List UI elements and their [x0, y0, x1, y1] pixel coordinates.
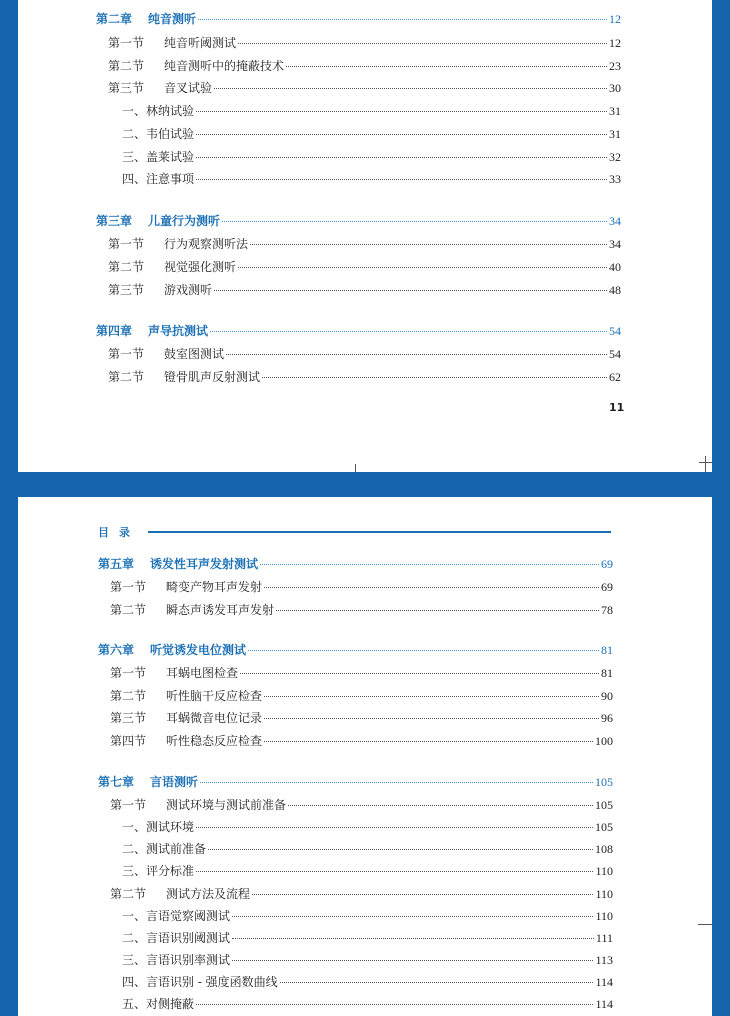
dot-leader [232, 938, 594, 939]
toc-entry-text: 四、注意事项 [122, 172, 195, 186]
dot-leader [200, 782, 593, 783]
toc-entry-title [122, 170, 194, 187]
toc-page-number: 113 [595, 953, 613, 967]
toc-entry-text: 五、对侧掩蔽 [122, 997, 195, 1011]
toc-section-entry [108, 258, 621, 275]
dot-leader [196, 1004, 593, 1005]
dot-leader [250, 244, 607, 245]
toc-page-number: 105 [595, 775, 613, 789]
toc-entry-text: 纯音听阈测试 [164, 36, 237, 50]
toc-page-number: 81 [601, 666, 613, 680]
toc-section-entry [110, 687, 613, 704]
dot-leader [260, 564, 599, 565]
toc-entry-title [110, 885, 250, 902]
dot-leader [262, 377, 607, 378]
toc-page-number: 34 [609, 214, 621, 228]
toc-entry-title [96, 10, 196, 27]
toc-section-entry [108, 235, 621, 252]
toc-entry-title [110, 664, 238, 681]
toc-entry-title [122, 148, 194, 165]
toc-entry-text: 三、盖莱试验 [122, 150, 195, 164]
toc-entry-number: 第二节 [108, 260, 145, 274]
toc-entry-title [108, 258, 236, 275]
toc-entry-title [110, 709, 262, 726]
toc-section-entry [110, 796, 613, 813]
dot-leader [196, 871, 593, 872]
toc-section-entry [110, 601, 613, 618]
toc-page-number: 54 [609, 324, 621, 338]
toc-entry-title [122, 929, 230, 946]
toc-entry-text: 听觉诱发电位测试 [150, 643, 247, 657]
toc-page-lower [18, 497, 712, 1016]
page-number: 11 [609, 401, 625, 414]
toc-entry-title [110, 601, 274, 618]
toc-chapter-entry [96, 322, 621, 339]
toc-entry-number: 第一节 [108, 36, 145, 50]
toc-entry-number: 第一节 [110, 798, 147, 812]
dot-leader [210, 331, 607, 332]
toc-entry-number: 第一节 [110, 580, 147, 594]
toc-entry-number: 第一节 [108, 347, 145, 361]
toc-entry-title [96, 212, 220, 229]
toc-chapter-entry [98, 773, 613, 790]
toc-entry-text: 声导抗测试 [148, 324, 209, 338]
toc-page-number: 31 [609, 127, 621, 141]
toc-entry-text: 听性脑干反应检查 [166, 689, 263, 703]
dot-leader [232, 916, 593, 917]
dot-leader [196, 179, 607, 180]
toc-page-number: 62 [609, 370, 621, 384]
dot-leader [264, 741, 593, 742]
toc-entry-number: 第四章 [96, 324, 133, 338]
toc-entry-title [110, 578, 262, 595]
toc-entry-title [108, 34, 236, 51]
toc-page-number: 114 [595, 975, 613, 989]
toc-entry-title [110, 687, 262, 704]
dot-leader [264, 696, 599, 697]
toc-entry-number: 第四节 [110, 734, 147, 748]
dot-leader [238, 267, 607, 268]
toc-entry-text: 三、言语识别率测试 [122, 953, 231, 967]
toc-entry-number: 第二节 [110, 887, 147, 901]
crop-mark [355, 464, 356, 472]
toc-entry-number: 第二节 [110, 603, 147, 617]
toc-page-number: 105 [595, 798, 613, 812]
dot-leader [196, 157, 607, 158]
dot-leader [288, 805, 593, 806]
dot-leader [198, 19, 607, 20]
toc-section-entry [110, 732, 613, 749]
toc-section-entry [108, 345, 621, 362]
toc-entry-text: 诱发性耳声发射测试 [150, 557, 259, 571]
toc-entry-title [122, 840, 206, 857]
toc-page-upper [18, 0, 712, 472]
toc-entry-text: 纯音测听中的掩蔽技术 [164, 59, 285, 73]
toc-subitem-entry [122, 125, 621, 142]
toc-page-number: 69 [601, 580, 613, 594]
toc-section-entry [108, 34, 621, 51]
toc-entry-title [108, 281, 212, 298]
toc-entry-title [122, 125, 194, 142]
toc-entry-title [98, 773, 198, 790]
toc-entry-text: 四、言语识别 - 强度函数曲线 [122, 975, 278, 989]
toc-entry-text: 视觉强化测听 [164, 260, 237, 274]
toc-entry-number: 第一节 [108, 237, 145, 251]
toc-entry-text: 一、言语觉察阈测试 [122, 909, 231, 923]
toc-entry-text: 鼓室图测试 [164, 347, 225, 361]
toc-entry-title [98, 641, 246, 658]
dot-leader [280, 982, 594, 983]
toc-entry-text: 纯音测听 [148, 12, 197, 26]
dot-leader [240, 673, 599, 674]
dot-leader [196, 134, 607, 135]
toc-entry-number: 第三节 [108, 81, 145, 95]
toc-entry-number: 第五章 [98, 557, 135, 571]
toc-entry-text: 言语测听 [150, 775, 199, 789]
toc-page-number: 69 [601, 557, 613, 571]
toc-page-number: 100 [595, 734, 613, 748]
toc-entry-title [122, 995, 194, 1012]
toc-page-number: 111 [595, 931, 613, 945]
toc-entry-title [122, 951, 230, 968]
dot-leader [214, 290, 607, 291]
toc-section-entry [110, 578, 613, 595]
toc-section-entry [108, 57, 621, 74]
toc-page-number: 23 [609, 59, 621, 73]
toc-entry-title [108, 345, 224, 362]
toc-entry-number: 第三节 [108, 283, 145, 297]
toc-entry-text: 三、评分标准 [122, 864, 195, 878]
toc-entry-text: 儿童行为测听 [148, 214, 221, 228]
toc-page-number: 110 [595, 909, 613, 923]
toc-page-number: 12 [609, 36, 621, 50]
toc-entry-title [122, 862, 194, 879]
dot-leader [208, 849, 593, 850]
toc-entry-title [98, 555, 258, 572]
toc-subitem-entry [122, 973, 613, 990]
toc-entry-text: 测试环境与测试前准备 [166, 798, 287, 812]
dot-leader [264, 718, 599, 719]
toc-entry-title [96, 322, 208, 339]
toc-page-number: 31 [609, 104, 621, 118]
toc-entry-text: 镫骨肌声反射测试 [164, 370, 261, 384]
dot-leader [248, 650, 599, 651]
toc-entry-text: 行为观察测听法 [164, 237, 249, 251]
toc-entry-title [108, 79, 212, 96]
toc-chapter-entry [98, 641, 613, 658]
toc-chapter-entry [96, 10, 621, 27]
toc-entry-number: 第二节 [110, 689, 147, 703]
toc-subitem-entry [122, 929, 613, 946]
dot-leader [222, 221, 607, 222]
toc-entry-number: 第二节 [108, 370, 145, 384]
toc-page-number: 110 [595, 887, 613, 901]
dot-leader [196, 111, 607, 112]
toc-page-number: 105 [595, 820, 613, 834]
header-rule [148, 531, 611, 533]
toc-entry-number: 第二节 [108, 59, 145, 73]
toc-page-number: 12 [609, 12, 621, 26]
toc-section-entry [108, 79, 621, 96]
dot-leader [196, 827, 593, 828]
toc-entry-text: 听性稳态反应检查 [166, 734, 263, 748]
toc-entry-number: 第二章 [96, 12, 133, 26]
crop-mark [698, 924, 712, 925]
toc-entry-text: 游戏测听 [164, 283, 213, 297]
toc-page-number: 114 [595, 997, 613, 1011]
toc-entry-text: 音叉试验 [164, 81, 213, 95]
toc-entry-text: 耳蜗电图检查 [166, 666, 239, 680]
toc-entry-text: 一、测试环境 [122, 820, 195, 834]
crop-mark [705, 456, 706, 472]
toc-entry-number: 第一节 [110, 666, 147, 680]
toc-section-entry [110, 709, 613, 726]
dot-leader [238, 43, 607, 44]
toc-page-number: 110 [595, 864, 613, 878]
toc-subitem-entry [122, 907, 613, 924]
toc-subitem-entry [122, 840, 613, 857]
toc-entry-number: 第三章 [96, 214, 133, 228]
toc-entry-title [122, 102, 194, 119]
toc-entry-number: 第七章 [98, 775, 135, 789]
toc-page-number: 34 [609, 237, 621, 251]
toc-page-number: 90 [601, 689, 613, 703]
toc-entry-title [110, 796, 286, 813]
toc-entry-text: 畸变产物耳声发射 [166, 580, 263, 594]
running-head: 目录 [98, 526, 140, 539]
toc-subitem-entry [122, 102, 621, 119]
toc-entry-text: 二、测试前准备 [122, 842, 207, 856]
toc-subitem-entry [122, 995, 613, 1012]
toc-page-number: 40 [609, 260, 621, 274]
toc-entry-text: 二、韦伯试验 [122, 127, 195, 141]
toc-page-number: 96 [601, 711, 613, 725]
toc-entry-title [108, 368, 260, 385]
toc-entry-text: 测试方法及流程 [166, 887, 251, 901]
toc-entry-number: 第六章 [98, 643, 135, 657]
toc-section-entry [110, 664, 613, 681]
toc-page-number: 78 [601, 603, 613, 617]
toc-entry-title [108, 235, 248, 252]
toc-page-number: 33 [609, 172, 621, 186]
toc-subitem-entry [122, 818, 613, 835]
toc-chapter-entry [96, 212, 621, 229]
dot-leader [252, 894, 593, 895]
toc-page-number: 108 [595, 842, 613, 856]
dot-leader [232, 960, 593, 961]
toc-entry-text: 二、言语识别阈测试 [122, 931, 231, 945]
dot-leader [226, 354, 607, 355]
toc-subitem-entry [122, 148, 621, 165]
dot-leader [286, 66, 607, 67]
toc-section-entry [108, 281, 621, 298]
toc-subitem-entry [122, 951, 613, 968]
toc-entry-text: 耳蜗微音电位记录 [166, 711, 263, 725]
toc-subitem-entry [122, 170, 621, 187]
toc-entry-title [110, 732, 262, 749]
toc-page-number: 30 [609, 81, 621, 95]
toc-chapter-entry [98, 555, 613, 572]
dot-leader [214, 88, 607, 89]
dot-leader [264, 587, 599, 588]
toc-entry-title [122, 818, 194, 835]
toc-entry-number: 第三节 [110, 711, 147, 725]
toc-section-entry [110, 885, 613, 902]
toc-entry-text: 一、林纳试验 [122, 104, 195, 118]
toc-page-number: 32 [609, 150, 621, 164]
toc-page-number: 54 [609, 347, 621, 361]
toc-entry-title [122, 973, 278, 990]
toc-entry-title [108, 57, 284, 74]
dot-leader [276, 610, 599, 611]
toc-section-entry [108, 368, 621, 385]
toc-entry-title [122, 907, 230, 924]
toc-page-number: 81 [601, 643, 613, 657]
toc-entry-text: 瞬态声诱发耳声发射 [166, 603, 275, 617]
toc-page-number: 48 [609, 283, 621, 297]
toc-subitem-entry [122, 862, 613, 879]
